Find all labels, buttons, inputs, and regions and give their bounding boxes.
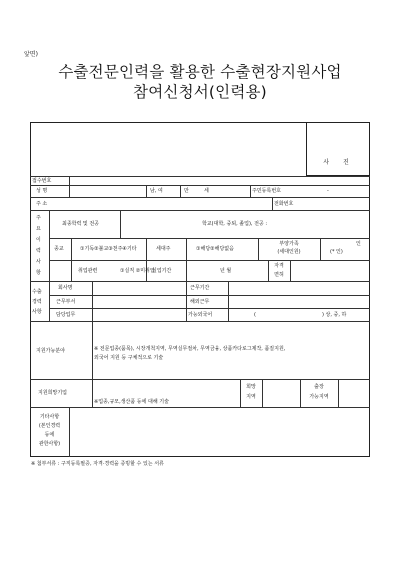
other-label-3: 등에: [44, 432, 55, 438]
region-label-2: 지역: [246, 394, 256, 400]
other-label-1: 기타사항: [39, 414, 60, 420]
rule-receipt: [30, 176, 370, 177]
military-options[interactable]: ①실직 ②미취업: [120, 268, 155, 274]
support-field-desc-1: ※ 전문업종(품목), 시장개척지역, 무역실무절차, 무역금융, 상품카다로그제작, 품질지원,: [94, 346, 286, 352]
company-label: 회사명: [58, 285, 73, 291]
vrule-side-export: [49, 281, 50, 321]
vrule-household-label: [146, 238, 147, 260]
target-company-desc: ※업종,규모,생산품 등에 대해 기술: [94, 399, 169, 405]
attachment-footnote: ※ 첨부서류 : 구직등록필증, 자격·경력을 증빙할 수 있는 서류: [31, 461, 164, 467]
region-label-1: 희망: [246, 384, 256, 390]
travel-label-1: 출장: [314, 384, 324, 390]
photo-label: 사 진: [323, 159, 355, 166]
dependents-label: 부양가족: [279, 241, 299, 247]
phone-label: 전화번호: [274, 201, 294, 207]
vrule-education: [120, 210, 121, 238]
persons-label: 인: [356, 241, 361, 247]
career-side-3: 이: [36, 237, 41, 243]
rule-address: [30, 197, 370, 198]
department-label: 근무부서: [56, 299, 76, 305]
name-label: 성 명: [36, 188, 48, 194]
form-title-line1: 수출전문인력을 활용한 수출현장지원사업: [58, 63, 342, 81]
household-options[interactable]: ①해당②해당없음: [196, 246, 234, 252]
military-label: 취업관련: [78, 268, 98, 274]
support-field-label: 지원가능분야: [36, 348, 65, 354]
vrule-age: [180, 185, 181, 197]
vrule-other: [69, 407, 70, 457]
career-side-5: 사: [36, 259, 41, 265]
export-side-1: 수출: [32, 289, 42, 295]
career-side-1: 주: [36, 215, 41, 221]
rule-name: [30, 185, 370, 186]
certificate-label-1: 자격: [274, 263, 284, 269]
rule-education: [49, 238, 370, 239]
certificate-label-2: 면허: [274, 272, 284, 278]
vrule-travel-b: [338, 379, 339, 407]
rule-career-top: [30, 210, 370, 211]
rule-company: [49, 295, 370, 296]
career-side-2: 요: [36, 226, 41, 232]
vrule-target: [92, 379, 93, 407]
vrule-name-label: [69, 176, 70, 197]
year-month-label: 년 월: [220, 268, 232, 274]
vrule-name-value: [146, 185, 147, 197]
receipt-no-label: 접수번호: [32, 178, 52, 184]
duties-label: 담당업무: [56, 312, 76, 318]
language-level[interactable]: ) 상, 중, 하: [322, 312, 347, 318]
gender-options[interactable]: 남, 여: [150, 188, 163, 194]
vrule-export-label: [92, 281, 93, 321]
religion-options[interactable]: ①기독②불교③천주④기타: [80, 246, 137, 252]
career-side-4: 력: [36, 248, 41, 254]
rule-religion: [49, 260, 370, 261]
vrule-export-mid: [186, 281, 187, 321]
unemployed-period-label: 실업기간: [152, 268, 172, 274]
vrule-certificate-value: [290, 260, 291, 281]
rule-department: [49, 308, 370, 309]
vrule-persons: [320, 238, 321, 260]
religion-label: 종교: [54, 246, 64, 252]
language-label: 가능외국어: [188, 312, 213, 318]
age-label: 만: [184, 188, 189, 194]
vrule-phone: [272, 197, 273, 210]
rrn-label: 주민등록번호: [252, 188, 281, 194]
rule-export-bottom: [30, 321, 370, 322]
rule-career-bottom: [30, 281, 370, 282]
vrule-export-right: [228, 281, 229, 321]
rule-support-bottom: [30, 379, 370, 380]
vrule-side-career: [49, 210, 50, 281]
rrn-dash: -: [327, 188, 329, 194]
household-label: 세대주: [156, 246, 171, 252]
vrule-household-opts: [186, 238, 187, 260]
form-title-line2: 참여신청서(인력용): [133, 83, 267, 101]
vrule-yearmonth: [186, 260, 187, 281]
age-unit: 세: [204, 188, 209, 194]
language-paren: (: [254, 312, 256, 318]
work-period-label: 근무기간: [190, 285, 210, 291]
persons-sub: (* 인): [330, 249, 343, 255]
export-side-3: 사항: [32, 309, 42, 315]
education-label: 최종학력 및 전공: [62, 221, 99, 227]
vrule-region-b: [262, 379, 263, 407]
school-label: 학교(대학, 중퇴, 졸업), 전공 :: [202, 221, 268, 227]
address-label: 주 소: [36, 201, 48, 207]
travel-label-2: 가능지역: [309, 394, 329, 400]
export-side-2: 경력: [32, 299, 42, 305]
other-label-2: (본인경력: [38, 423, 61, 429]
photo-box: [306, 122, 370, 176]
vrule-religion-label: [71, 238, 72, 281]
vrule-support: [92, 321, 93, 379]
rule-target-bottom: [30, 407, 370, 408]
page-label: 앞면): [24, 51, 38, 58]
support-field-desc-2: 외국어 지원 등 구체적으로 기술: [94, 355, 164, 361]
other-label-4: 관한사항): [38, 441, 61, 447]
vrule-rrn: [250, 185, 251, 197]
overseas-label: 해외근무: [190, 299, 210, 305]
target-company-label: 지원희망기업: [38, 390, 67, 396]
dependents-sub: (세대인원): [277, 249, 301, 255]
career-side-6: 항: [36, 270, 41, 276]
